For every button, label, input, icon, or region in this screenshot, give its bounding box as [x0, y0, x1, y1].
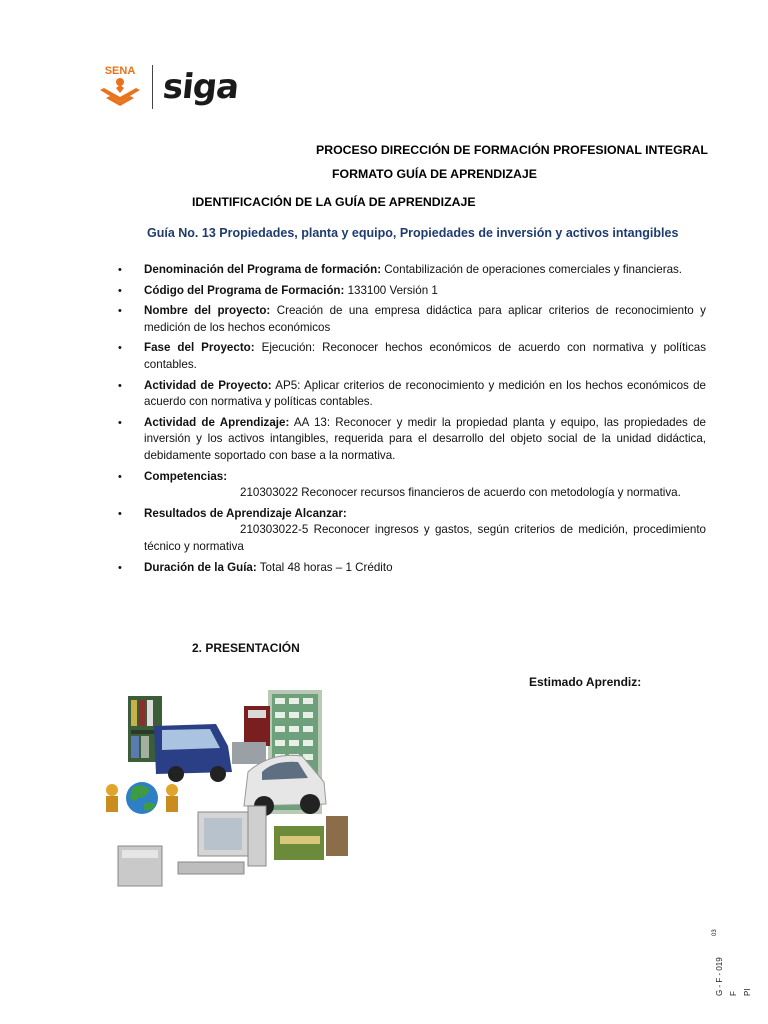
assets-collage-image: [98, 686, 360, 910]
guide-info-list: [118, 262, 706, 580]
item-text: Contabilización de operaciones comerciales y financieras.: [381, 263, 683, 276]
process-heading: PROCESO DIRECCIÓN DE FORMACIÓN PROFESIONAL INTEGRAL: [316, 143, 708, 157]
list-item: [118, 283, 706, 300]
sena-logo-text: SENA: [104, 65, 136, 77]
list-item: [118, 340, 706, 373]
item-detail: 210303022 Reconocer recursos financieros de acuerdo con metodología y normativa.: [240, 486, 681, 500]
bullet-icon: •: [118, 379, 122, 392]
greeting-text: Estimado Aprendiz:: [529, 675, 642, 689]
item-label: Actividad de Aprendizaje:: [144, 415, 290, 429]
item-text: Ejecución: Reconocer hechos económicos de acuerdo con normativa y políticas contables.: [144, 341, 706, 371]
sena-logo-icon: [96, 62, 144, 112]
form-code-line2: F: [729, 991, 738, 996]
form-code-line3: PI: [743, 988, 752, 996]
format-heading: FORMATO GUÍA DE APRENDIZAJE: [332, 167, 537, 181]
globe-icon: [106, 782, 178, 814]
form-code-line1: G - F - 019: [715, 957, 724, 996]
item-text: Creación de una empresa didáctica para aplicar criterios de reconocimiento y medición de los hechos económicos: [144, 304, 706, 334]
bullet-icon: •: [118, 416, 122, 429]
form-code-sup: 03: [712, 929, 718, 936]
list-item: [118, 560, 706, 577]
section-presentation-heading: 2. PRESENTACIÓN: [192, 641, 300, 655]
printer-icon: [118, 846, 162, 886]
bullet-icon: •: [118, 561, 122, 574]
guide-title: Guía No. 13 Propiedades, planta y equipo, Propiedades de inversión y activos intangibles: [147, 226, 679, 240]
item-label: Duración de la Guía:: [144, 560, 257, 574]
item-label: Competencias:: [144, 469, 228, 483]
item-label: Denominación del Programa de formación:: [144, 263, 382, 276]
bullet-icon: •: [118, 507, 122, 520]
item-label: Fase del Proyecto:: [144, 341, 255, 355]
identification-heading: IDENTIFICACIÓN DE LA GUÍA DE APRENDIZAJE: [192, 195, 476, 209]
list-item: [118, 262, 706, 279]
item-text: Total 48 horas – 1 Crédito: [256, 560, 393, 574]
bullet-icon: •: [118, 470, 122, 483]
item-label: Resultados de Aprendizaje Alcanzar:: [144, 506, 347, 520]
item-detail: 210303022-5 Reconocer ingresos y gastos, según criterios de medición, procedimiento técnico y normativa: [144, 523, 706, 553]
logo-divider: [152, 65, 153, 109]
item-label: Nombre del proyecto:: [144, 304, 271, 318]
bullet-icon: •: [118, 284, 122, 297]
item-label: Código del Programa de Formación:: [144, 283, 345, 297]
list-item: [118, 469, 706, 502]
sena-siga-logo: [96, 62, 241, 112]
item-text: AA 13: Reconocer y medir la propiedad planta y equipo, las propiedades de inversión y los activos intangibles, requerida para el desarrollo del objeto social de la unidad didáctica, debidamente soportado con base a la normativa.: [144, 415, 706, 462]
item-label: Actividad de Proyecto:: [144, 378, 272, 392]
form-code-label: [706, 920, 756, 1000]
list-item: [118, 506, 706, 556]
list-item: [118, 415, 706, 465]
item-text: AP5: Aplicar criterios de reconocimiento y medición en los hechos económicos de acuerdo con normativa y políticas contables.: [144, 378, 706, 409]
siga-logo-text: siga: [160, 67, 241, 107]
list-item: [118, 303, 706, 336]
bullet-icon: •: [118, 342, 122, 355]
item-text: 133100 Versión 1: [344, 283, 438, 297]
bullet-icon: •: [118, 305, 122, 318]
bullet-icon: •: [118, 264, 122, 276]
list-item: [118, 378, 706, 411]
